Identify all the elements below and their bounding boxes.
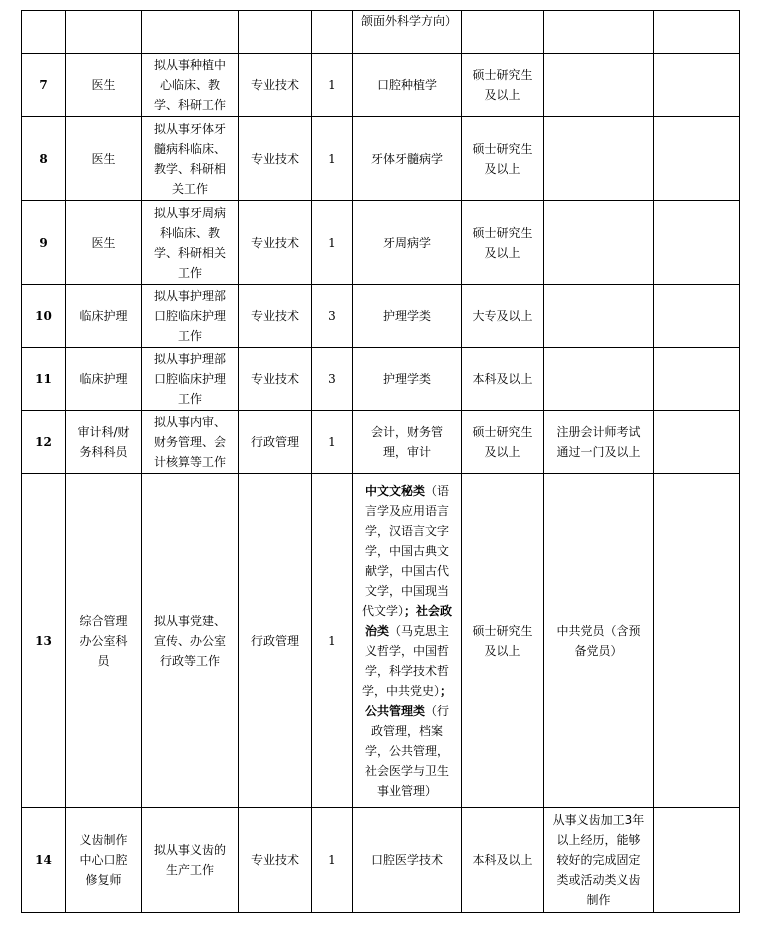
cell-count: 1 <box>312 808 353 913</box>
cell-extra <box>654 11 740 54</box>
cell-type: 专业技术 <box>239 201 312 285</box>
cell-count: 1 <box>312 411 353 474</box>
major-detail-politics: （马克思主义哲学，中国哲学，科学技术哲学，中共党史） <box>361 623 450 698</box>
cell-no: 8 <box>22 117 66 201</box>
table-row <box>22 54 740 117</box>
major-category-public-admin: ；公共管理类 <box>364 683 453 718</box>
cell-type: 行政管理 <box>239 411 312 474</box>
cell-desc: 拟从事内审、财务管理、会计核算等工作 <box>142 411 239 474</box>
major-detail-chinese: （语言学及应用语言学，汉语言文字学，中国古典文献学，中国古代文学，中国现当代文学） <box>361 483 450 618</box>
cell-major: 牙周病学 <box>353 201 462 285</box>
cell-edu: 本科及以上 <box>462 808 544 913</box>
cell-extra <box>654 54 740 117</box>
cell-type: 专业技术 <box>239 54 312 117</box>
cell-post: 临床护理 <box>66 348 142 411</box>
cell-count: 3 <box>312 348 353 411</box>
cell-major: 牙体牙髓病学 <box>353 117 462 201</box>
recruitment-table <box>21 10 740 913</box>
cell-desc: 拟从事护理部口腔临床护理工作 <box>142 285 239 348</box>
cell-edu: 大专及以上 <box>462 285 544 348</box>
table-row <box>22 285 740 348</box>
table-row <box>22 474 740 808</box>
cell-post: 义齿制作中心口腔修复师 <box>66 808 142 913</box>
cell-no: 9 <box>22 201 66 285</box>
cell-other: 从事义齿加工3年以上经历，能够较好的完成固定类或活动类义齿制作 <box>544 808 654 913</box>
cell-desc: 拟从事义齿的生产工作 <box>142 808 239 913</box>
table-row <box>22 117 740 201</box>
cell-other <box>544 54 654 117</box>
cell-extra <box>654 474 740 808</box>
cell-other: 注册会计师考试通过一门及以上 <box>544 411 654 474</box>
table-row <box>22 11 740 54</box>
cell-desc: 拟从事护理部口腔临床护理工作 <box>142 348 239 411</box>
cell-post: 医生 <box>66 201 142 285</box>
cell-post: 医生 <box>66 54 142 117</box>
cell-post: 审计科/财务科科员 <box>66 411 142 474</box>
major-category-politics: ；社会政治类 <box>364 603 453 638</box>
cell-extra <box>654 348 740 411</box>
cell-post: 综合管理办公室科员 <box>66 474 142 808</box>
major-category-chinese: 中文文秘类 <box>364 483 425 498</box>
cell-edu: 硕士研究生及以上 <box>462 201 544 285</box>
cell-major: 护理学类 <box>353 348 462 411</box>
cell-major: 口腔种植学 <box>353 54 462 117</box>
cell-no: 10 <box>22 285 66 348</box>
cell-major: 护理学类 <box>353 285 462 348</box>
major-detail-public-admin: （行政管理，档案学，公共管理，社会医学与卫生事业管理） <box>364 703 450 798</box>
cell-extra <box>654 285 740 348</box>
cell-type: 专业技术 <box>239 808 312 913</box>
cell-other <box>544 201 654 285</box>
cell-edu <box>462 11 544 54</box>
cell-post: 医生 <box>66 117 142 201</box>
cell-other <box>544 11 654 54</box>
cell-edu: 硕士研究生及以上 <box>462 54 544 117</box>
cell-desc: 拟从事党建、宣传、办公室行政等工作 <box>142 474 239 808</box>
cell-major: 会计，财务管理，审计 <box>353 411 462 474</box>
cell-type: 专业技术 <box>239 117 312 201</box>
cell-desc <box>142 11 239 54</box>
cell-extra <box>654 411 740 474</box>
cell-post <box>66 11 142 54</box>
cell-type: 行政管理 <box>239 474 312 808</box>
cell-count: 1 <box>312 201 353 285</box>
cell-type <box>239 11 312 54</box>
cell-count: 1 <box>312 474 353 808</box>
cell-desc: 拟从事牙体牙髓病科临床、教学、科研相关工作 <box>142 117 239 201</box>
cell-extra <box>654 117 740 201</box>
cell-no: 11 <box>22 348 66 411</box>
table-row <box>22 411 740 474</box>
cell-edu: 硕士研究生及以上 <box>462 411 544 474</box>
table-row <box>22 808 740 913</box>
cell-extra <box>654 201 740 285</box>
cell-other <box>544 117 654 201</box>
cell-other: 中共党员（含预备党员） <box>544 474 654 808</box>
cell-desc: 拟从事种植中心临床、教学、科研工作 <box>142 54 239 117</box>
cell-major: 颌面外科学方向） <box>353 11 462 54</box>
cell-type: 专业技术 <box>239 285 312 348</box>
cell-extra <box>654 808 740 913</box>
cell-count <box>312 11 353 54</box>
cell-count: 1 <box>312 117 353 201</box>
cell-count: 1 <box>312 54 353 117</box>
cell-count: 3 <box>312 285 353 348</box>
cell-no: 12 <box>22 411 66 474</box>
cell-major: 口腔医学技术 <box>353 808 462 913</box>
table-row <box>22 201 740 285</box>
cell-desc: 拟从事牙周病科临床、教学、科研相关工作 <box>142 201 239 285</box>
cell-post: 临床护理 <box>66 285 142 348</box>
cell-no: 7 <box>22 54 66 117</box>
cell-type: 专业技术 <box>239 348 312 411</box>
cell-edu: 本科及以上 <box>462 348 544 411</box>
cell-edu: 硕士研究生及以上 <box>462 117 544 201</box>
cell-no: 13 <box>22 474 66 808</box>
cell-no <box>22 11 66 54</box>
cell-no: 14 <box>22 808 66 913</box>
cell-major <box>353 474 462 808</box>
cell-other <box>544 285 654 348</box>
cell-edu: 硕士研究生及以上 <box>462 474 544 808</box>
table-row <box>22 348 740 411</box>
cell-other <box>544 348 654 411</box>
